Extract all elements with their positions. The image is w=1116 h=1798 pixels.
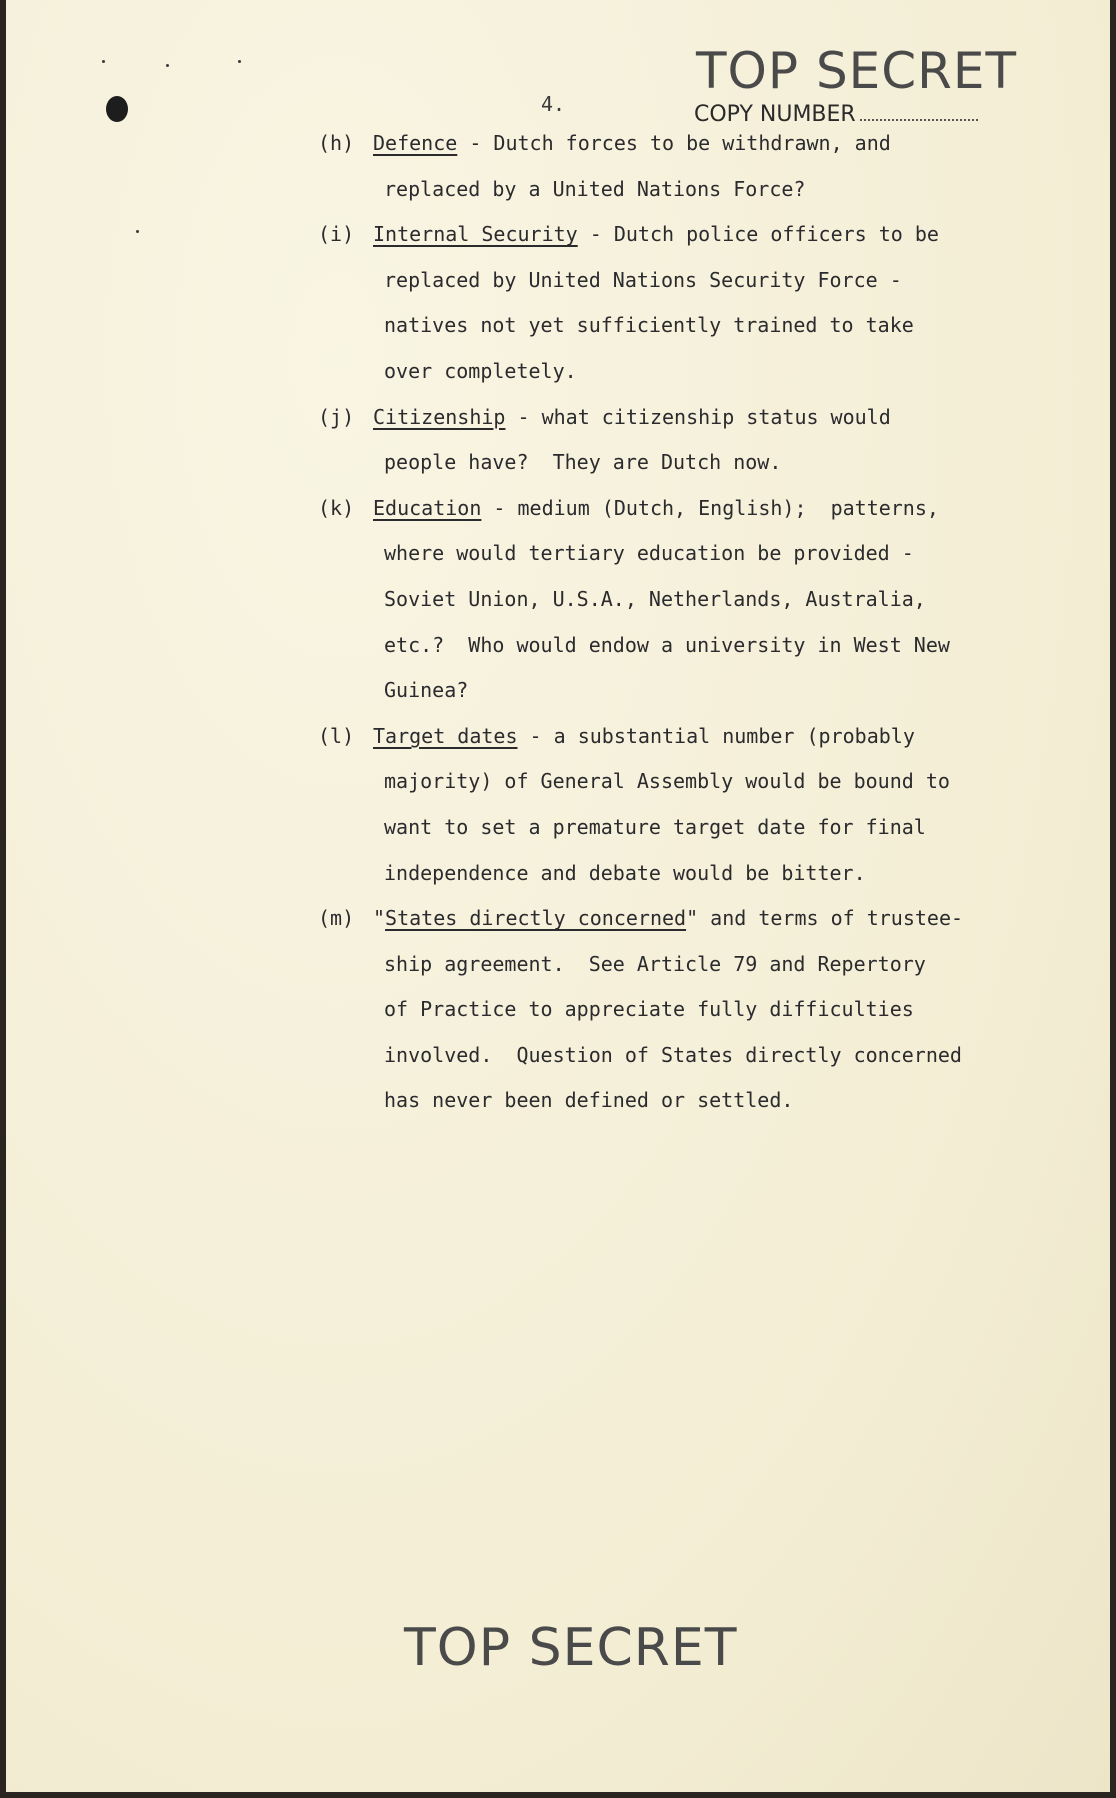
copy-number-blank [860,119,978,121]
item-first-line [318,721,1078,767]
item-heading: Internal Security [373,222,578,247]
item-marker: (m) [318,906,355,931]
item-first-line [318,219,1078,265]
copy-number-field [694,102,978,127]
page-number: 4. [541,92,566,116]
item-line [318,538,1078,584]
item-line [318,675,1078,721]
item-text: - Dutch forces to be withdrawn, and [457,131,891,155]
item-marker: (j) [318,404,355,429]
item-first-line [318,903,1078,949]
item-heading: Defence [373,131,458,155]
item-first-line [318,493,1078,539]
item-text: natives not yet sufficiently trained to take [384,313,914,338]
item-text: want to set a premature target date for final [384,814,926,839]
item-text: where would tertiary education be provided - [384,541,914,566]
item-heading: Target dates [373,723,518,748]
item-line [318,356,1078,402]
classification-stamp-top: TOP SECRET [696,42,1018,100]
item-marker: (l) [318,723,355,748]
document-body [318,128,1078,1131]
item-text: people have? They are Dutch now. [384,450,782,475]
list-item [318,493,1078,721]
item-line [318,1085,1078,1131]
item-line [318,858,1078,904]
item-text: - Dutch police officers to be [577,222,939,247]
item-text: Soviet Union, U.S.A., Netherlands, Australia, [384,586,926,611]
list-item [318,219,1078,401]
item-text: over completely. [384,358,577,383]
item-marker: (k) [318,495,355,520]
list-item [318,128,1078,219]
item-line [318,174,1078,220]
item-heading: States directly concerned [385,906,687,931]
item-text: ship agreement. See Article 79 and Repertory [384,951,926,976]
punch-hole [106,96,128,122]
item-text: etc.? Who would endow a university in West New [384,632,950,657]
item-line [318,812,1078,858]
item-line [318,994,1078,1040]
copy-number-label: COPY NUMBER [694,102,856,127]
item-text: has never been defined or settled. [384,1088,794,1113]
item-line [318,949,1078,995]
item-line [318,310,1078,356]
item-text: replaced by a United Nations Force? [384,176,806,201]
item-line [318,766,1078,812]
item-heading: Citizenship [373,404,506,429]
item-text: of Practice to appreciate fully difficulties [384,997,914,1022]
speck [136,230,139,233]
item-line [318,584,1078,630]
speck [166,64,169,67]
item-text: involved. Question of States directly concerned [384,1042,962,1067]
document-page [6,0,1110,1792]
list-item [318,721,1078,903]
item-heading: Education [373,495,482,520]
item-text: independence and debate would be bitter. [384,860,866,885]
item-text: - medium (Dutch, English); patterns, [481,495,939,520]
item-text: Guinea? [384,678,469,703]
item-text: replaced by United Nations Security Force - [384,267,902,292]
item-line [318,1040,1078,1086]
heading-quote: " [373,906,386,931]
item-marker: (i) [318,222,355,247]
item-line [318,630,1078,676]
item-text: - what citizenship status would [505,404,891,429]
item-first-line [318,402,1078,448]
item-line [318,447,1078,493]
item-line [318,265,1078,311]
item-first-line [318,128,1078,174]
item-text: majority) of General Assembly would be bound to [384,769,950,794]
speck [238,60,241,63]
list-item [318,402,1078,493]
classification-stamp-bottom: TOP SECRET [404,1618,738,1678]
item-marker: (h) [318,131,355,155]
item-text: - a substantial number (probably [517,723,915,748]
speck [102,60,105,63]
item-text: " and terms of trustee- [686,906,964,931]
list-item [318,903,1078,1131]
